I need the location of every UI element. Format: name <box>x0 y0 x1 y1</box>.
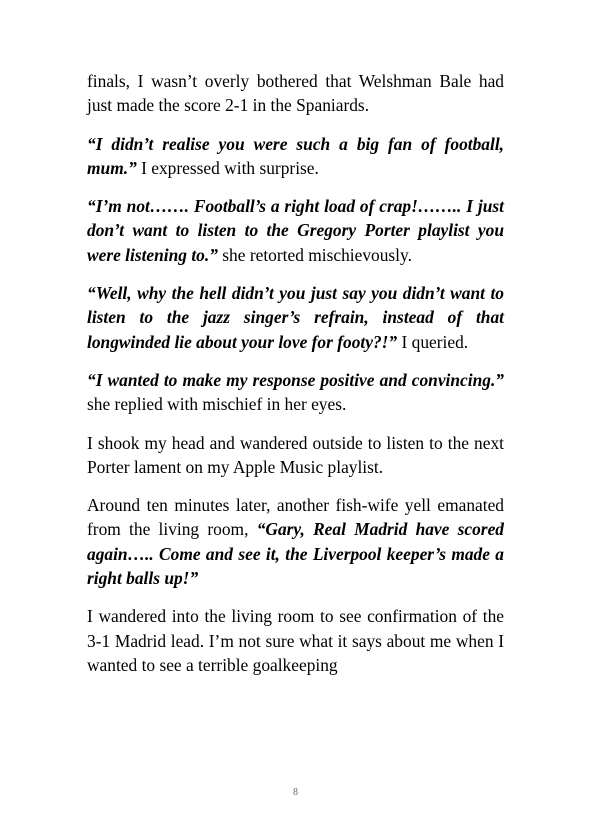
narration-text: I expressed with surprise. <box>136 157 319 178</box>
narration-text: finals, I wasn’t overly bothered that Welshman Bale had just made the score 2-1 in the Spaniards. <box>87 71 504 116</box>
paragraph-1 <box>87 69 504 118</box>
dialogue-quote: “Gary, Real Madrid have scored again….. Come and see it, the Liverpool keeper’s made a right balls up!” <box>87 519 504 589</box>
narration-text: Around ten minutes later, another fish-wife yell emanated from the living room, <box>87 495 504 540</box>
paragraph-2 <box>87 132 504 181</box>
paragraph-3 <box>87 194 504 267</box>
dialogue-quote: “Well, why the hell didn’t you just say you didn’t want to listen to the jazz singer’s refrain, instead of that longwinded lie about your love for footy?!” <box>87 283 504 352</box>
dialogue-quote: “I wanted to make my response positive and convincing.” <box>87 369 504 390</box>
narration-text: she retorted mischievously. <box>217 244 412 265</box>
narration-text: I shook my head and wandered outside to listen to the next Porter lament on my Apple Music playlist. <box>87 432 504 477</box>
dialogue-quote: “I didn’t realise you were such a big fan of football, mum.” <box>87 133 504 178</box>
paragraph-6 <box>87 431 504 480</box>
paragraph-5 <box>87 368 504 417</box>
body-text <box>87 69 504 691</box>
paragraph-8 <box>87 604 504 677</box>
paragraph-4 <box>87 281 504 354</box>
narration-text: I queried. <box>397 331 469 352</box>
narration-text: she replied with mischief in her eyes. <box>87 394 347 415</box>
paragraph-7 <box>87 493 504 590</box>
dialogue-quote: “I’m not……. Football’s a right load of crap!…….. I just don’t want to listen to the Gregory Porter playlist you were listening to.” <box>87 196 504 265</box>
page-number: 8 <box>293 787 298 798</box>
narration-text: I wandered into the living room to see confirmation of the 3-1 Madrid lead. I’m not sure what it says about me when I wanted to see a terrible goalkeeping <box>87 606 504 675</box>
